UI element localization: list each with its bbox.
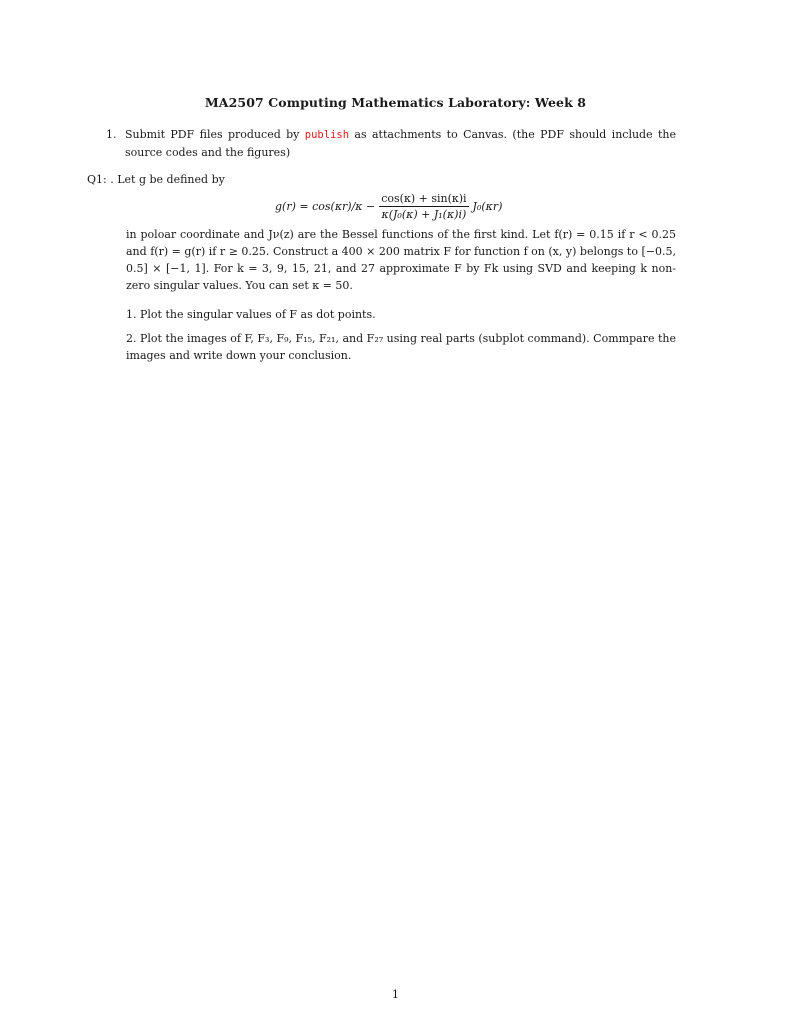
question-label: Q1:	[87, 173, 107, 186]
page-title: MA2507 Computing Mathematics Laboratory: Week 8	[204, 95, 587, 110]
instruction-item	[106, 126, 676, 161]
equation-lhs: g(r) = cos(κr)/κ −	[275, 199, 376, 213]
equation	[275, 188, 502, 224]
question-body	[126, 226, 676, 294]
item-number: 1.	[106, 128, 117, 141]
fraction-denominator: κ(J₀(κ) + J₁(κ)i)	[381, 207, 467, 221]
item-text-after: as attachments to Canvas. (the PDF should include the source codes and the figures)	[125, 128, 676, 159]
publish-code: publish	[304, 129, 350, 141]
task-plot-images: 2. Plot the images of F, F₃, F₉, F₁₅, F₂₁, and F₂₇ using real parts (subplot command). Commpare the images and write down your conclusion.	[126, 332, 676, 362]
question-heading	[87, 173, 225, 186]
item-text-before: Submit PDF files produced by	[125, 128, 305, 141]
fraction-numerator: cos(κ) + sin(κ)i	[381, 191, 467, 205]
question-paragraph: in poloar coordinate and Jν(z) are the Bessel functions of the first kind. Let f(r) = 0.15 if r < 0.25 and f(r) = g(r) if r ≥ 0.25. Construct a 400 × 200 matrix F for function f on (x, y) belongs to [−0.5, 0.5] × [−1, 1]. For k = 3, 9, 15, 21, and 27 approximate F by Fk using SVD and keeping k non-zero singular values. You can set κ = 50.	[126, 228, 676, 292]
equation-rhs: J₀(κr)	[472, 199, 503, 213]
question-intro: . Let g be defined by	[110, 173, 225, 186]
item-text	[125, 126, 676, 161]
equation-fraction	[379, 192, 468, 221]
task-plot-singular-values: 1. Plot the singular values of F as dot points.	[126, 308, 376, 321]
page-number: 1	[392, 988, 399, 1001]
